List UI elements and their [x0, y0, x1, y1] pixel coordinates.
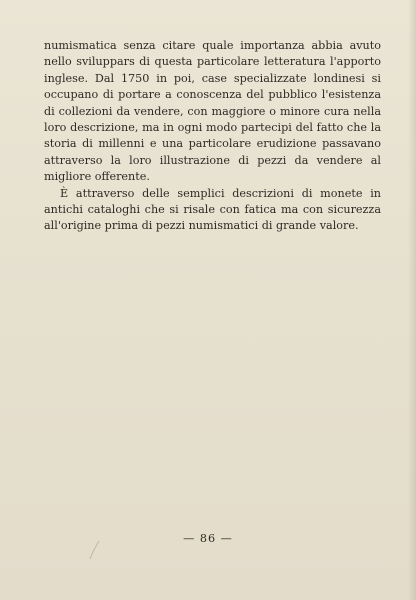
paragraph-2: È attraverso delle semplici descrizioni di monete in antichi cataloghi che si risale con fatica ma con sicurezza all'origine prima di pezzi numismatici di grande valore. [44, 186, 381, 233]
body-text [44, 38, 381, 235]
page-edge-shadow [408, 0, 416, 600]
page-number: — 86 — [183, 532, 233, 545]
pencil-mark-icon [88, 540, 102, 560]
paragraph-1: numismatica senza citare quale importanza abbia avuto nello sviluppars di questa particolare letteratura l'apporto inglese. Dal 1750 in poi, case specializzate londinesi si occupano di portare a conoscenza del pubblico l'esistenza di collezioni da vendere, con maggiore o minore cura nella loro descrizione, ma in ogni modo partecipi del fatto che la storia di millenni e una particolare erudizione passavano attraverso la loro illustrazione di pezzi da vendere al migliore offerente. [44, 39, 381, 184]
